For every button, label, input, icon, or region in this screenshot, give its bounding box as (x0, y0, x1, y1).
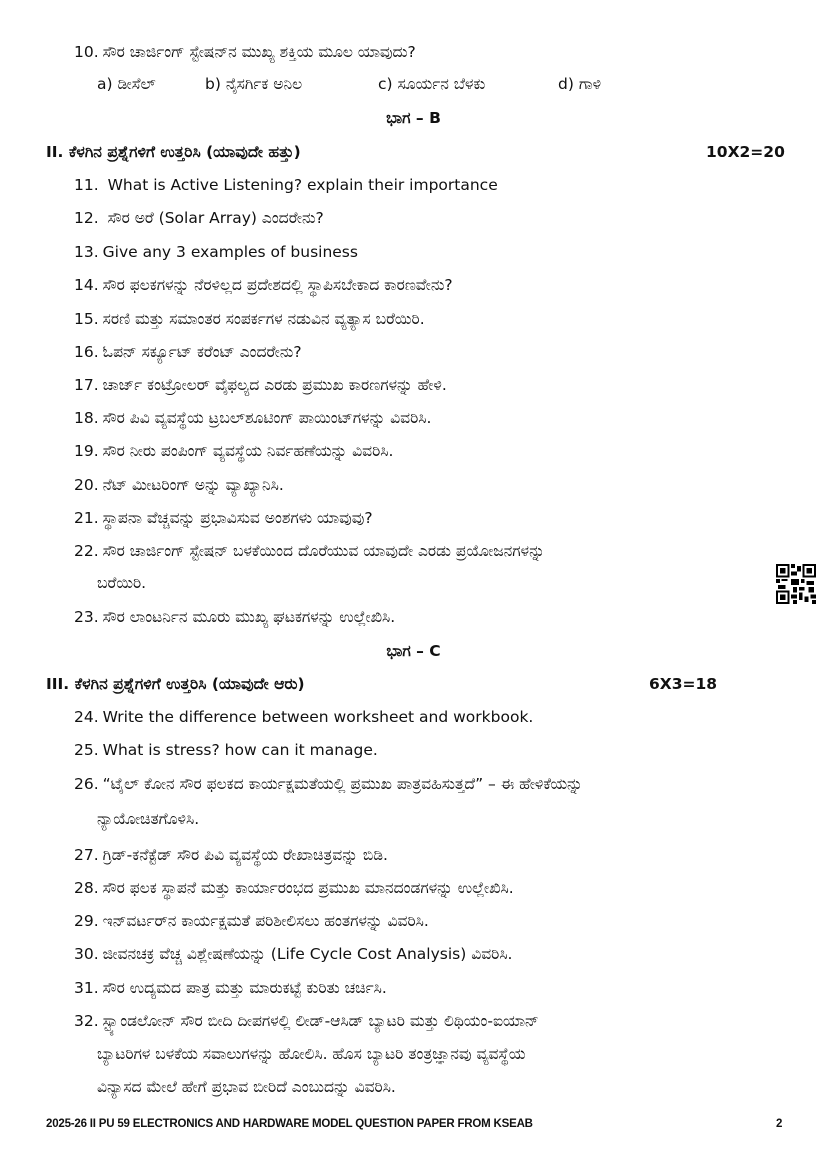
question-number: 13. (74, 243, 99, 261)
section-instruction-part-c: III. ಕೆಳಗಿನ ಪ್ರಶ್ನೆಗಳಿಗೆ ಉತ್ತರಿಸಿ (ಯಾವುದೇ ಆರು) (46, 675, 305, 693)
question-number: 27. (74, 846, 99, 864)
question-text: ಇನ್‌ವರ್ಟರ್‌ನ ಕಾರ್ಯಕ್ಷಮತೆ ಪರಿಶೀಲಿಸಲು ಹಂತಗಳನ್ನು ವಿವರಿಸಿ. (102, 912, 429, 930)
question-text: ನೆಟ್ ಮೀಟರಿಂಗ್ ಅನ್ನು ವ್ಯಾಖ್ಯಾನಿಸಿ. (102, 476, 284, 494)
question-text: What is Active Listening? explain their importance (102, 176, 498, 194)
question-text: “ಟೈಲ್ ಕೋನ ಸೌರ ಫಲಕದ ಕಾರ್ಯಕ್ಷಮತೆಯಲ್ಲಿ ಪ್ರಮುಖ ಪಾತ್ರವಹಿಸುತ್ತದೆ” – ಈ ಹೇಳಿಕೆಯನ್ನು (102, 775, 583, 793)
option-d: d) ಗಾಳಿ (558, 75, 602, 93)
question-number: 31. (74, 979, 99, 997)
question-number: 18. (74, 409, 99, 427)
question-26 (74, 774, 583, 794)
question-number: 10. (74, 43, 99, 61)
question-text: ಓಪನ್ ಸರ್ಕ್ಯೂಟ್ ಕರೆಂಟ್ ಎಂದರೇನು? (102, 343, 302, 361)
question-number: 25. (74, 741, 99, 759)
section-instruction-part-b: II. ಕೆಳಗಿನ ಪ್ರಶ್ನೆಗಳಿಗೆ ಉತ್ತರಿಸಿ (ಯಾವುದೇ ಹತ್ತು) (46, 143, 301, 161)
section-title-part-c: ಭಾಗ – C (386, 642, 441, 660)
section-marks-part-c: 6X3=18 (649, 675, 718, 693)
question-text: ಸೌರ ಚಾರ್ಜಿಂಗ್ ಸ್ಟೇಷನ್‌ನ ಮುಖ್ಯ ಶಕ್ತಿಯ ಮೂಲ ಯಾವುದು? (102, 43, 416, 61)
question-16 (74, 342, 302, 362)
question-text: ಜೀವನಚಕ್ರ ವೆಚ್ಚ ವಿಶ್ಲೇಷಣೆಯನ್ನು (Life Cycle Cost Analysis) ವಿವರಿಸಿ. (102, 945, 513, 963)
question-24 (74, 707, 533, 727)
question-number: 24. (74, 708, 99, 726)
question-number: 11. (74, 176, 99, 194)
question-23 (74, 607, 395, 627)
question-27 (74, 845, 388, 865)
question-number: 29. (74, 912, 99, 930)
question-28 (74, 878, 514, 898)
question-text: Give any 3 examples of business (102, 243, 358, 261)
qr-code-icon (776, 564, 816, 604)
question-number: 19. (74, 442, 99, 460)
question-text: ಸೌರ ನೀರು ಪಂಪಿಂಗ್ ವ್ಯವಸ್ಥೆಯ ನಿರ್ವಹಣೆಯನ್ನು ವಿವರಿಸಿ. (102, 442, 394, 460)
section-title-part-b: ಭಾಗ – B (386, 109, 441, 127)
question-26-continuation: ನ್ಯಾಯೋಚಿತಗೊಳಿಸಿ. (97, 810, 200, 828)
question-text: ಸ್ಥಾಪನಾ ವೆಚ್ಚವನ್ನು ಪ್ರಭಾವಿಸುವ ಅಂಶಗಳು ಯಾವುವು? (102, 509, 373, 527)
question-text: ಸ್ಟ್ಯಾಂಡಲೋನ್ ಸೌರ ಬೀದಿ ದೀಪಗಳಲ್ಲಿ ಲೀಡ್-ಆಸಿಡ್ ಬ್ಯಾಟರಿ ಮತ್ತು ಲಿಥಿಯಂ-ಐಯಾನ್ (102, 1012, 539, 1030)
question-32 (74, 1011, 539, 1031)
question-12 (74, 208, 324, 228)
question-text: What is stress? how can it manage. (102, 741, 378, 759)
question-20 (74, 475, 284, 495)
question-number: 26. (74, 775, 99, 793)
question-21 (74, 508, 373, 528)
question-number: 32. (74, 1012, 99, 1030)
question-13 (74, 242, 358, 262)
question-19 (74, 441, 393, 461)
question-number: 30. (74, 945, 99, 963)
page-number: 2 (776, 1118, 783, 1130)
option-b: b) ನೈಸರ್ಗಿಕ ಅನಿಲ (205, 75, 303, 93)
question-text: ಗ್ರಿಡ್-ಕನೆಕ್ಟೆಡ್ ಸೌರ ಪಿವಿ ವ್ಯವಸ್ಥೆಯ ರೇಖಾಚಿತ್ರವನ್ನು ಬಿಡಿ. (102, 846, 388, 864)
section-marks-part-b: 10X2=20 (706, 143, 785, 161)
question-11 (74, 175, 498, 195)
question-text: ಸೌರ ಫಲಕಗಳನ್ನು ನೆರಳಿಲ್ಲದ ಪ್ರದೇಶದಲ್ಲಿ ಸ್ಥಾಪಿಸಬೇಕಾದ ಕಾರಣವೇನು? (102, 276, 453, 294)
question-number: 12. (74, 209, 99, 227)
question-text: ಚಾರ್ಜ್ ಕಂಟ್ರೋಲರ್ ವೈಫಲ್ಯದ ಎರಡು ಪ್ರಮುಖ ಕಾರಣಗಳನ್ನು ಹೇಳಿ. (102, 376, 447, 394)
question-14 (74, 275, 453, 295)
question-number: 14. (74, 276, 99, 294)
question-number: 23. (74, 608, 99, 626)
question-32-continuation-1: ಬ್ಯಾಟರಿಗಳ ಬಳಕೆಯ ಸವಾಲುಗಳನ್ನು ಹೋಲಿಸಿ. ಹೊಸ ಬ್ಯಾಟರಿ ತಂತ್ರಜ್ಞಾನವು ವ್ಯವಸ್ಥೆಯ (97, 1045, 526, 1063)
page-footer: 2025-26 II PU 59 ELECTRONICS AND HARDWARE MODEL QUESTION PAPER FROM KSEAB (46, 1118, 533, 1130)
question-number: 20. (74, 476, 99, 494)
question-30 (74, 944, 513, 964)
question-number: 22. (74, 542, 99, 560)
question-10 (74, 42, 416, 62)
question-32-continuation-2: ವಿನ್ಯಾಸದ ಮೇಲೆ ಹೇಗೆ ಪ್ರಭಾವ ಬೀರಿದೆ ಎಂಬುದನ್ನು ವಿವರಿಸಿ. (97, 1078, 396, 1096)
question-number: 21. (74, 509, 99, 527)
option-c: c) ಸೂರ್ಯನ ಬೆಳಕು (378, 75, 486, 93)
question-29 (74, 911, 429, 931)
question-number: 16. (74, 343, 99, 361)
question-text: ಸೌರ ಚಾರ್ಜಿಂಗ್ ಸ್ಟೇಷನ್ ಬಳಕೆಯಿಂದ ದೊರೆಯುವ ಯಾವುದೇ ಎರಡು ಪ್ರಯೋಜನಗಳನ್ನು (102, 542, 545, 560)
question-22-continuation: ಬರೆಯಿರಿ. (97, 574, 147, 592)
question-text: ಸೌರ ಫಲಕ ಸ್ಥಾಪನೆ ಮತ್ತು ಕಾರ್ಯಾರಂಭದ ಪ್ರಮುಖ ಮಾನದಂಡಗಳನ್ನು ಉಲ್ಲೇಖಿಸಿ. (102, 879, 514, 897)
question-25 (74, 740, 378, 760)
question-number: 28. (74, 879, 99, 897)
question-15 (74, 309, 425, 329)
question-number: 15. (74, 310, 99, 328)
question-text: ಸರಣಿ ಮತ್ತು ಸಮಾಂತರ ಸಂಪರ್ಕಗಳ ನಡುವಿನ ವ್ಯತ್ಯಾಸ ಬರೆಯಿರಿ. (102, 310, 425, 328)
question-text: ಸೌರ ಉದ್ಯಮದ ಪಾತ್ರ ಮತ್ತು ಮಾರುಕಟ್ಟೆ ಕುರಿತು ಚರ್ಚಿಸಿ. (102, 979, 387, 997)
question-18 (74, 408, 431, 428)
question-number: 17. (74, 376, 99, 394)
question-31 (74, 978, 387, 998)
question-text: ಸೌರ ಅರೆ (Solar Array) ಎಂದರೇನು? (102, 209, 324, 227)
option-a: a) ಡೀಸೆಲ್ (97, 75, 156, 93)
question-22 (74, 541, 545, 561)
question-text: ಸೌರ ಲಾಂಟರ್ನಿನ ಮೂರು ಮುಖ್ಯ ಘಟಕಗಳನ್ನು ಉಲ್ಲೇಖಿಸಿ. (102, 608, 396, 626)
question-text: Write the difference between worksheet and workbook. (102, 708, 534, 726)
question-text: ಸೌರ ಪಿವಿ ವ್ಯವಸ್ಥೆಯ ಟ್ರಬಲ್‌ಶೂಟಿಂಗ್ ಪಾಯಿಂಟ್‌ಗಳನ್ನು ವಿವರಿಸಿ. (102, 409, 432, 427)
question-17 (74, 375, 447, 395)
